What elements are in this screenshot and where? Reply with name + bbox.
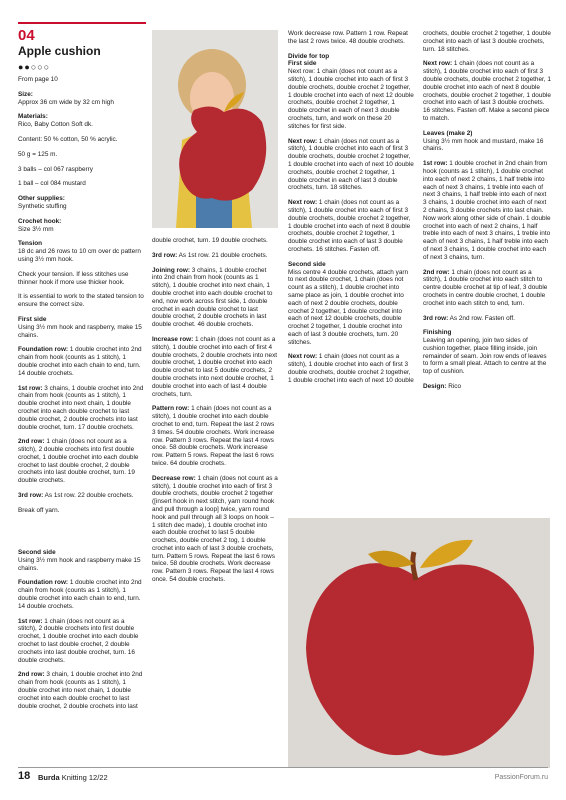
instruction-paragraph <box>288 68 414 130</box>
section-heading: Second side <box>18 549 56 556</box>
instruction-paragraph <box>423 269 551 308</box>
instruction-paragraph <box>18 579 144 610</box>
instruction-paragraph <box>423 30 551 53</box>
section-heading: First side <box>18 315 47 323</box>
instruction-paragraph <box>18 248 144 264</box>
instruction-text: Content: 50 % cotton, 50 % acrylic. <box>18 135 118 143</box>
instruction-text: 50 g = 125 m. <box>18 150 58 158</box>
instruction-paragraph <box>18 121 144 129</box>
row-label: 3rd row: <box>423 314 449 322</box>
row-label: Foundation row: <box>18 579 69 587</box>
instruction-paragraph <box>288 353 414 384</box>
instruction-paragraph <box>423 138 551 154</box>
instruction-paragraph <box>18 151 144 159</box>
instruction-paragraph <box>152 475 278 584</box>
instruction-paragraph <box>18 492 144 500</box>
section-heading: Second side <box>288 260 326 268</box>
instruction-paragraph <box>18 438 144 485</box>
instruction-text: 1 chain (does not count as a stitch), 1 double crochet into each of first 3 double crochets, double crochet 2 together ([insert hook in next stitch, yarn round hook and pull through a loop] twice, yarn round hook and pull through all 3 loops on hook – 1 stitch dec made), 1 double crochet into each double crochet to last 5 double crochets, double crochet 2 tog, 1 double crochet into each of last 3 double crochets, turn. Pattern 5 rows. Repeat the last 6 rows twice. 58 double crochets. Work decrease row. Pattern 3 rows. Repeat the last 4 rows once. 54 double crochets. <box>152 474 278 584</box>
instruction-text: 3 chains, 1 double crochet into 2nd chain from hook (counts as 1 stitch), 1 double crochet into next chain, 1 double crochet into each double crochet to end, now work across first side, 1 double crochet in each double crochet to last double crochet, 2 double crochets in last double crochet. 46 double crochets. <box>152 266 273 329</box>
page-number: 18 <box>18 770 31 782</box>
instruction-text: Using 3½ mm hook and mustard, make 16 chains. <box>423 137 544 153</box>
instruction-text: Miss centre 4 double crochets, attach yarn to next double crochet, 1 chain (does not count as a stitch), 1 double crochet into same place as join, 1 double crochet into each of next 2 double crochets, double crochet 2 together, 1 double crochet into each of next 12 double crochets, double crochet 2 together, 1 double crochet into each of last 3 double crochets, turn. 20 stitches. <box>288 268 409 346</box>
instruction-text: 1 ball – col 084 mustard <box>18 180 86 188</box>
instruction-paragraph <box>18 226 144 234</box>
instruction-text: As 2nd row. Fasten off. <box>448 314 515 322</box>
section-heading: Size: <box>18 90 33 98</box>
magazine-brand: Burda <box>38 773 60 782</box>
instruction-paragraph <box>288 30 414 46</box>
instruction-text: 1 double crochet into 2nd chain from hook (counts as 1 stitch), 1 double crochet into each chain to end, turn. 14 double crochets. <box>18 579 142 610</box>
instruction-text: 1 chain (does not count as a stitch), 1 double crochet into each of first 3 double crochets, double crochet 2 together, 1 double crochet into each of next 8 double crochets, double crochet 2 together, 1 double crochet into each of last 3 double crochets. 16 stitches. Fasten off. <box>288 199 411 253</box>
section-heading: Tension <box>18 240 43 248</box>
instruction-text: double crochet, turn. 19 double crochets. <box>152 237 268 244</box>
instruction-text: 1 chain (does not count as a stitch), 1 double crochet into each double crochet to end, turn. Repeat the last 2 rows 3 times. 54 double crochets. Work increase row. Pattern 3 rows. Repeat the last 4 rows once. 58 double crochets. Work increase row. Pattern 5 rows. Repeat the last 6 rows twice. 64 double crochets. <box>152 405 275 467</box>
pattern-title: Apple cushion <box>18 44 101 58</box>
section-heading: Other supplies: <box>18 195 65 203</box>
instruction-paragraph <box>18 557 144 573</box>
row-label: 2nd row: <box>18 671 45 679</box>
section-heading: Leaves (make 2) <box>423 129 473 137</box>
instruction-text: 1 chain (does not count as a stitch), 1 double crochet into each of first 3 double crochets, double crochet 2 together, 1 double crochet into each of next 10 double crochets, double crochet 2 together, 1 double crochet in each of last 3 double crochets, turn. 18 stitches. <box>288 137 414 192</box>
instruction-text: 1 chain (does not count as a stitch), 1 double crochet into each of first 3 double crochets, double crochet 2 together, 1 double crochet into each of next 8 double crochets, double crochet 2 together, 1 double crochet into each of last 3 double crochets. 16 stitches. Fasten off. Make a second piece to match. <box>423 60 551 122</box>
instruction-paragraph <box>423 60 551 122</box>
instruction-paragraph <box>18 180 144 188</box>
instruction-text: Using 3½ mm hook and raspberry make 15 chains. <box>18 556 141 572</box>
instruction-text: 1 chain (does not count as a stitch), 1 double crochet into each stitch to centre double crochet at tip of leaf, 3 double crochets in centre double crochet, 1 double crochet into each stitch to end, turn. <box>423 268 548 307</box>
instruction-paragraph <box>423 337 551 376</box>
instruction-text: As 1st row. 21 double crochets. <box>177 251 268 259</box>
instruction-text: Approx 36 cm wide by 32 cm high <box>18 98 114 106</box>
instruction-paragraph <box>423 383 551 391</box>
instruction-text: From page 10 <box>18 76 58 83</box>
instruction-text: Work decrease row. Pattern 1 row. Repeat the last 2 rows twice. 48 double crochets. <box>288 30 408 45</box>
instruction-paragraph <box>18 76 144 84</box>
instruction-paragraph <box>18 671 144 710</box>
magazine-issue: Knitting 12/22 <box>61 773 108 782</box>
instruction-paragraph <box>152 252 278 260</box>
instruction-text: 1 chain (does not count as a stitch), 2 double crochets into first double crochet, 1 double crochet into each double crochet to last double crochet, 2 double crochets into last double crochet, turn. 16 double crochets. <box>18 617 139 664</box>
section-heading: Divide for top <box>288 52 330 60</box>
instruction-paragraph <box>18 346 144 377</box>
pattern-number: 04 <box>18 27 35 44</box>
row-label: Next row: <box>288 199 318 207</box>
instruction-text: Synthetic stuffing <box>18 202 67 210</box>
instruction-paragraph <box>18 203 144 211</box>
instruction-text: 3 chain, 1 double crochet into 2nd chain from hook (counts as 1 stitch), 1 double crochet into next chain, 1 double crochet into each double crochet to last double crochet, 2 double crochets into last <box>18 671 143 710</box>
row-label: 2nd row: <box>18 438 45 446</box>
instruction-text: 1 double crochet into 2nd chain from hook (counts as 1 stitch), 1 double crochet into each chain to end, turn. 14 double crochets. <box>18 346 142 377</box>
instruction-text: 1 double crochet in 2nd chain from hook (counts as 1 stitch), 1 double crochet into each of next 2 chains, 1 half treble into each of next 3 chains, 1 treble into each of next 3 chains, 1 half treble into each of next 3 chains, 1 double crochet into each of next 2 chains, 3 double crochets into last chain. Now work along other side of chain. 1 double crochet into each of next 2 chains, 1 half treble into each of next 3 chains, 1 treble into each of next 3 chains, 1 half treble into each of next 3 chains, 1 double crochet into each of next 3 chains, turn. <box>423 160 551 261</box>
instruction-paragraph <box>18 385 144 432</box>
instruction-text: As 1st row. 22 double crochets. <box>43 492 134 500</box>
row-label: Increase row: <box>152 335 194 343</box>
instruction-text: Rico, Baby Cotton Soft dk. <box>18 121 93 129</box>
instruction-text: 1 chain (does not count as a stitch), 1 double crochet into each of first 3 double crochets, double crochet 2 together, 1 double crochet into each of next 10 double <box>288 353 414 384</box>
instruction-paragraph <box>288 138 414 193</box>
header-rule <box>18 22 146 24</box>
instruction-paragraph <box>18 507 144 515</box>
section-heading: Crochet hook: <box>18 217 62 225</box>
row-label: 1st row: <box>18 617 43 625</box>
watermark: PassionForum.ru <box>494 774 548 781</box>
instruction-paragraph <box>288 199 414 254</box>
row-label: Next row: <box>288 353 318 361</box>
instruction-paragraph <box>423 160 551 261</box>
instruction-text: Next row: 1 chain (does not count as a stitch), 1 double crochet into each of first 3 double crochets, double crochet 2 together, 1 double crochet into each of next 12 double crochets, double crochet 2 together, 1 double crochet in each of next 3 double crochets, turn, and work on these 20 stitches for first side. <box>288 68 414 130</box>
difficulty-rating: ●●○○○ <box>18 62 51 72</box>
footer <box>18 768 548 788</box>
instruction-text: Leaving an opening, join two sides of cushion together, place filling inside, join remainder of seam. Join row ends of leaves to form a small pleat. Attach to centre at the top of cushion. <box>423 337 547 376</box>
instruction-text: 3 chains, 1 double crochet into 2nd chain from hook (counts as 1 stitch), 1 double crochet into next chain, 1 double crochet into each double crochet to last double crochet, 2 double crochets into last double crochet, turn. 17 double crochets. <box>18 384 144 431</box>
instruction-paragraph <box>18 271 144 287</box>
instruction-paragraph <box>288 269 414 347</box>
column-2 <box>152 237 278 591</box>
instruction-paragraph <box>152 237 278 245</box>
column-1 <box>18 76 144 522</box>
instruction-text: Using 3½ mm hook and raspberry, make 15 chains. <box>18 323 142 339</box>
instruction-paragraph <box>152 336 278 398</box>
column-1-second-side <box>18 549 144 717</box>
instruction-text: It is essential to work to the stated tension to ensure the correct size. <box>18 293 144 309</box>
instruction-paragraph <box>18 99 144 107</box>
row-label: Next row: <box>423 60 453 68</box>
row-label: Pattern row: <box>152 405 190 413</box>
row-label: Design: <box>423 383 447 391</box>
instruction-paragraph <box>152 267 278 329</box>
child-with-cushion-photo <box>152 30 278 228</box>
row-label: Decrease row: <box>152 474 196 482</box>
magazine-name <box>38 773 108 782</box>
row-label: 3rd row: <box>18 492 44 500</box>
column-3 <box>288 30 414 392</box>
section-heading: First side <box>288 60 317 68</box>
instruction-text: 3 balls – col 067 raspberry <box>18 165 93 173</box>
apple-cushion-photo <box>288 518 550 768</box>
instruction-paragraph <box>18 618 144 665</box>
row-label: Foundation row: <box>18 346 69 354</box>
column-4 <box>423 30 551 398</box>
instruction-paragraph <box>18 324 144 340</box>
instruction-text: 18 dc and 26 rows to 10 cm over dc pattern using 3½ mm hook. <box>18 248 141 263</box>
instruction-text: Check your tension. If less stitches use thinner hook if more use thicker hook. <box>18 270 129 286</box>
section-heading: Finishing <box>423 329 452 337</box>
instruction-text: 1 chain (does not count as a stitch), 2 double crochets into first double crochet, 1 double crochet into each double crochet to last double crochet, 2 double crochets into last double crochet, turn. 19 double crochets. <box>18 438 139 485</box>
instruction-text: Break off yarn. <box>18 506 60 514</box>
instruction-text: Rico <box>446 383 461 391</box>
instruction-text: 1 chain (does not count as a stitch), 1 double crochet into each of first 4 double crochets, 2 double crochets into next double crochet, 1 double crochet into each double crochet to last 5 double crochets, 2 double crochets into next double crochet, 1 double crochet into each of last 4 double crochets, turn. <box>152 335 278 398</box>
row-label: 3rd row: <box>152 251 178 259</box>
instruction-text: Size 3½ mm <box>18 225 54 233</box>
row-label: Next row: <box>288 137 318 145</box>
row-label: Joining row: <box>152 266 190 274</box>
instruction-paragraph <box>18 136 144 144</box>
section-heading: Materials: <box>18 113 48 121</box>
row-label: 1st row: <box>423 160 448 168</box>
instruction-paragraph <box>18 166 144 174</box>
row-label: 2nd row: <box>423 268 450 276</box>
instruction-paragraph <box>423 315 551 323</box>
instruction-paragraph <box>18 293 144 309</box>
row-label: 1st row: <box>18 384 43 392</box>
instruction-text: crochets, double crochet 2 together, 1 double crochet into each of last 3 double crochets, turn. 18 stitches. <box>423 30 551 53</box>
instruction-paragraph <box>152 405 278 467</box>
